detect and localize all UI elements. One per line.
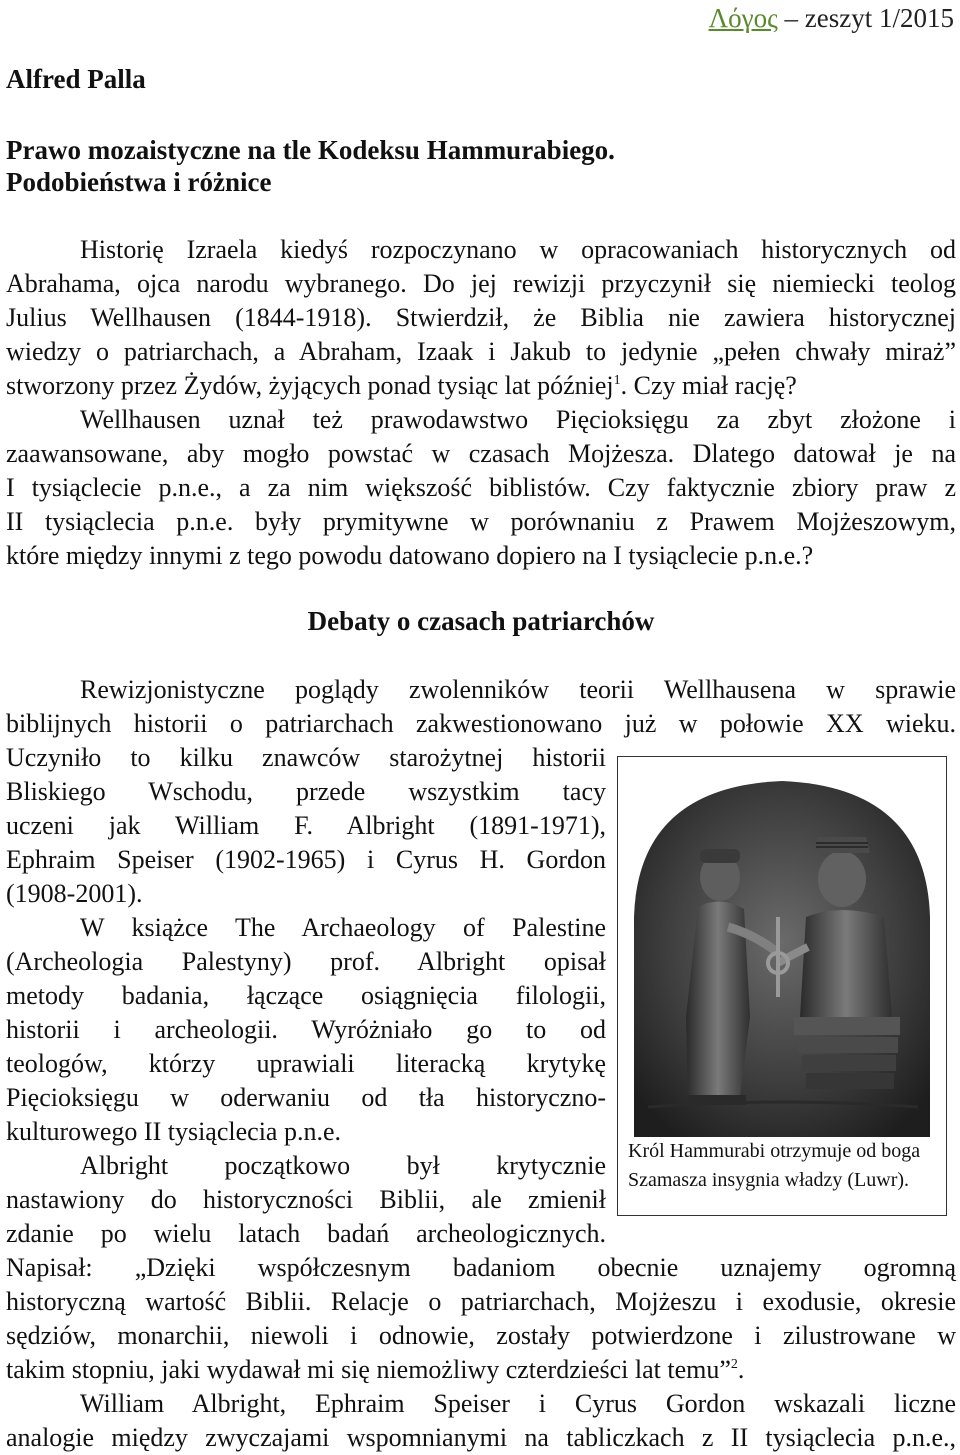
text-line: I tysiąclecie p.n.e., a za nim większość biblistów. Czy faktycznie zbiory praw z [6,473,956,502]
text-line: uczeni jak William F. Albright (1891-1971), [6,811,606,840]
section-heading: Debaty o czasach patriarchów [307,606,655,636]
text-line: II tysiąclecia p.n.e. były prymitywne w porównaniu z Prawem Mojżeszowym, [6,507,956,536]
text-line: zaawansowane, aby mogło powstać w czasach Mojżesza. Dlatego datował je na [6,439,956,468]
text-line: Abrahama, ojca narodu wybranego. Do jej rewizji przyczynił się niemiecki teolog [6,269,956,298]
text-line: Bliskiego Wschodu, przede wszystkim tacy [6,777,606,806]
text-line: analogie między zwyczajami wspomnianymi na tabliczkach z II tysiąclecia p.n.e., [6,1423,956,1452]
text-line: (1908-2001). [6,879,143,908]
text-line: Pięcioksięgu w oderwaniu od tła historyczno- [6,1083,606,1112]
text-fragment: . [737,1355,745,1384]
text-line: kulturowego II tysiąclecia p.n.e. [6,1117,341,1146]
text-line: teologów, którzy uprawiali literacką krytykę [6,1049,606,1078]
text-line: historii i archeologii. Wyróżniało go to od [6,1015,606,1044]
document-page [6,0,956,1452]
text-line: biblijnych historii o patriarchach zakwestionowano już w połowie XX wieku. [6,709,956,738]
text-line: sędziów, monarchii, niewoli i odnowie, zostały potwierdzone i zilustrowane w [6,1321,956,1350]
text-line: Rewizjonistyczne poglądy zwolenników teorii Wellhausena w sprawie [80,675,956,704]
figure-caption: Król Hammurabi otrzymuje od boga Szamasza insygnia władzy (Luwr). [628,1137,938,1213]
text-line: Wellhausen uznał też prawodawstwo Pięcioksięgu za zbyt złożone i [80,405,956,434]
title-line: Podobieństwa i różnice [6,167,272,197]
text-line: Uczyniło to kilku znawców starożytnej historii [6,743,606,772]
text-line: Ephraim Speiser (1902-1965) i Cyrus H. Gordon [6,845,606,874]
text-line: wiedzy o patriarchach, a Abraham, Izaak i Jakub to jedynie „pełen chwały miraż” [6,337,956,366]
text-line [6,369,797,403]
text-line: Historię Izraela kiedyś rozpoczynano w opracowaniach historycznych od [80,235,956,264]
text-line: W książce The Archaeology of Palestine [80,913,606,942]
journal-name[interactable]: Λόγος [708,3,778,33]
text-line: Napisał: „Dzięki współczesnym badaniom obecnie uznajemy ogromną [6,1253,956,1282]
hammurabi-stele-image [628,767,936,1139]
journal-issue: – zeszyt 1/2015 [784,3,954,33]
journal-header [709,2,954,34]
text-fragment: . Czy miał rację? [620,371,797,400]
text-line: zdanie po wielu latach badań archeologicznych. [6,1219,606,1248]
text-line: nastawiony do historyczności Biblii, ale zmienił [6,1185,606,1214]
article-title [6,134,956,198]
text-line: metody badania, łączące osiągnięcia filologii, [6,981,606,1010]
text-line: które między innymi z tego powodu datowano dopiero na I tysiąclecie p.n.e.? [6,541,814,570]
text-line [6,1353,744,1387]
text-line: historyczną wartość Biblii. Relacje o patriarchach, Mojżeszu i exodusie, okresie [6,1287,956,1316]
text-fragment: stworzony przez Żydów, żyjących ponad tysiąc lat później [6,371,614,400]
text-line: Albright początkowo był krytycznie [80,1151,606,1180]
author-name: Alfred Palla [6,64,146,94]
text-line: William Albright, Ephraim Speiser i Cyrus Gordon wskazali liczne [80,1389,956,1418]
text-line: Julius Wellhausen (1844-1918). Stwierdził, że Biblia nie zawiera historycznej [6,303,956,332]
text-line: (Archeologia Palestyny) prof. Albright opisał [6,947,606,976]
title-line: Prawo mozaistyczne na tle Kodeksu Hammurabiego. [6,135,615,165]
text-fragment: takim stopniu, jaki wydawał mi się niemożliwy czterdzieści lat temu” [6,1355,731,1384]
footnote-ref[interactable]: 2 [730,1357,738,1372]
footnote-ref[interactable]: 1 [613,373,621,388]
